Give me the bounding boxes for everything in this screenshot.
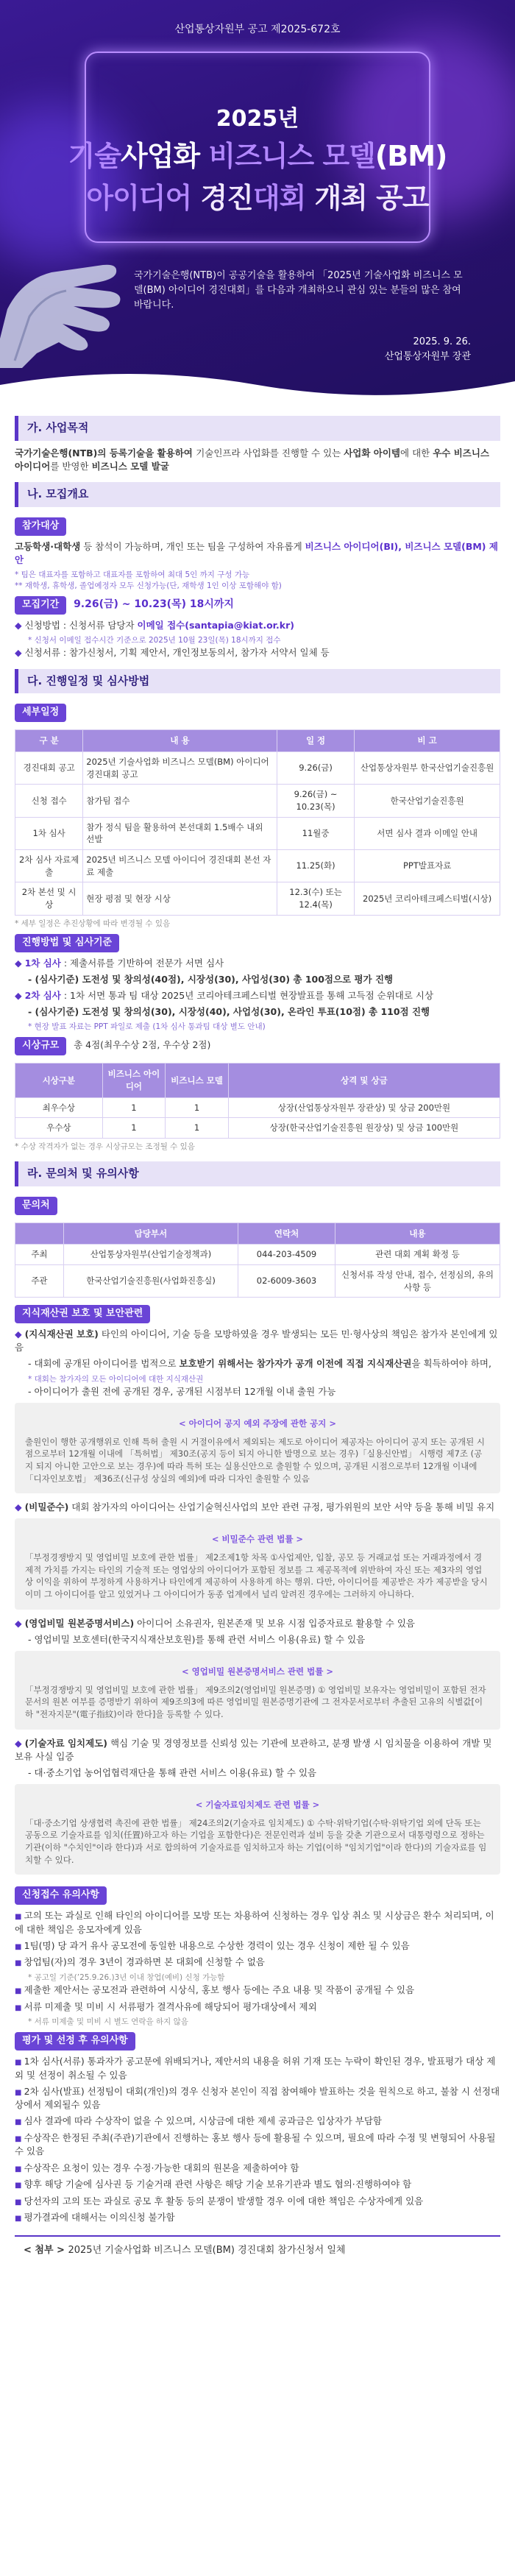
list-item: ■ 1팀(명) 당 과거 유사 공모전에 동일한 내용으로 수상한 경력이 있는 경우 신청이 제한 될 수 있음	[15, 1939, 500, 1953]
table-cell: PPT발표자료	[355, 849, 500, 882]
section-heading: 다. 진행일정 및 심사방법	[15, 669, 500, 694]
table-cell: 2025년 비즈니스 모델 아이디어 경진대회 본선 자료 제출	[83, 849, 277, 882]
section-contact	[0, 1161, 515, 2224]
law-box-text: 출원인이 행한 공개행위로 인해 특허 출원 시 거절이유에서 제외되는 제도로 아이디어 제공자는 아이디어 공지 또는 공개된 시점으로부터 12개월 이내에 「특허법」 제30조(공지 등이 되지 아니한 발명으로 보는 경우)「실용신안법」 시행령 제7조 (공지 되지 아니한 고안으로 보는 경우)에 따라 특허 또는 실용신안으로 출원할 수 있으며, 공개된 시점으로부터 12개월 이내에 「디자인보호법」 제36조(신규성 상실의 예외)에 따라 디자인 출원할 수 있음	[25, 1436, 486, 1484]
table-cell: 신청서류 작성 안내, 접수, 선정심의, 유의사항 등	[335, 1265, 500, 1298]
issue-date: 2025. 9. 26. 산업통상자원부 장관	[384, 336, 471, 362]
list-item: ■ 제출한 제안서는 공모전과 관련하여 시상식, 홍보 행사 등에는 주요 내용 및 작품이 공개될 수 있음	[15, 1984, 500, 1998]
table-row	[15, 1118, 500, 1139]
tag-label: 신청접수 유의사항	[15, 1886, 107, 1905]
list-item: ■ 수상작은 요청이 있는 경우 수정·가능한 대회의 원본을 제출하여야 함	[15, 2162, 500, 2176]
escrow-system: ◆ (기술자료 임치제도) 핵심 기술 및 경영정보를 신뢰성 있는 기관에 보관하고, 분쟁 발생 시 임치물을 이용하여 개발 및 보유 사실 입증	[15, 1737, 500, 1763]
ip-detail: - 대회에 공개된 아이디어를 법적으로 보호받기 위해서는 참가자가 공개 이전에 직접 지식재산권을 획득하여야 하며,	[28, 1358, 491, 1370]
hero-banner	[0, 0, 515, 407]
review-1: ◆ 1차 심사 : 제출서류를 기반하여 전문가 서면 심사	[15, 957, 500, 970]
section-heading: 라. 문의처 및 유의사항	[15, 1161, 500, 1186]
list-item: ■ 향후 해당 기술에 심사권 등 기술거래 관련 사항은 해당 기술 보유기관과 별도 협의·진행하여야 함	[15, 2178, 500, 2192]
law-box-text: 「대·중소기업 상생협력 촉진에 관한 법률」 제24조의2(기술자료 임치제도) ① 수탁·위탁기업(수탁·위탁기업 외에 단독 또는 공동으로 기술자료를 임치(任置)하고자 하는 기업을 포함한다)은 전문인력과 설비 등을 갖춘 기관으로서 대통령령으로 정하는 기관(이하 "수치인"이라 한다)과 서로 합의하여 기술자료를 임치하고자 하는 기업(이하 "임치기업"이라 한다)의 기술자료를 임치할 수 있다.	[25, 1817, 487, 1865]
law-box-title: < 영업비밀 원본증명서비스 관련 법률 >	[182, 1666, 333, 1677]
law-box	[15, 1651, 500, 1730]
column-header: 비 고	[355, 730, 500, 752]
table-cell: 12.3(수) 또는 12.4(목)	[277, 882, 354, 915]
list-item: ■ 1차 심사(서류) 통과자가 공고문에 위배되거나, 제안서의 내용을 허위 기재 또는 누락이 확인된 경우, 발표평가 대상 제외 및 선정이 취소될 수 있음	[15, 2055, 500, 2082]
table-cell: 9.26(금) ~ 10.23(목)	[277, 785, 354, 817]
schedule-table	[15, 729, 500, 915]
table-header-row	[15, 1064, 500, 1097]
note: * 세부 일정은 추진상황에 따라 변경될 수 있음	[15, 919, 171, 928]
section-schedule	[0, 669, 515, 1153]
note: * 팀은 대표자를 포함하고 대표자를 포함하여 최대 5인 까지 구성 가능	[15, 570, 250, 579]
table-cell: 최우수상	[15, 1097, 103, 1118]
note: * 대회는 참가자의 모든 아이디어에 대한 지식재산권	[28, 1374, 204, 1384]
column-header: 연락처	[238, 1222, 335, 1245]
law-box-title: < 비밀준수 관련 법률 >	[211, 1534, 304, 1545]
table-cell: 상장(산업통상자원부 장관상) 및 상금 200만원	[228, 1097, 500, 1118]
table-row	[15, 1097, 500, 1118]
column-header: 내용	[335, 1222, 500, 1245]
review-2: ◆ 2차 심사 : 1차 서면 통과 팀 대상 2025년 코리아테크페스티벌 현장발표를 통해 고득점 순위대로 시상	[15, 989, 500, 1002]
tag-label: 세부일정	[15, 704, 66, 722]
note: ** 재학생, 휴학생, 졸업예정자 모두 신청가능(단, 재학생 1인 이상 포함해야 함)	[15, 581, 282, 591]
list-item: ■ 2차 심사(발표) 선정팀이 대회(개인)의 경우 신청자 본인이 직접 참여해야 발표하는 것을 원칙으로 하고, 불참 시 선정대상에서 제외될수 있음	[15, 2085, 500, 2112]
table-cell: 참가팀 접수	[83, 785, 277, 817]
table-cell: 02-6009-3603	[238, 1265, 335, 1298]
table-cell: 관련 대회 계획 확정 등	[335, 1245, 500, 1265]
note: * 서류 미제출 및 미비 시 별도 연락을 하지 않음	[28, 2017, 188, 2027]
ip-detail: - 아이디어가 출원 전에 공개된 경우, 공개된 시점부터 12개월 이내 출원 가능	[28, 1385, 336, 1397]
law-box-text: 「부정경쟁방지 및 영업비밀 보호에 관한 법률」 제9조의2(영업비밀 원본증명) ① 영업비밀 보유자는 영업비밀이 포함된 전자문서의 원본 여부를 증명받기 위하여 제9조의3에 따른 영업비밀 원본증명기관에 그 전자문서로부터 추출된 고유의 식별값[이하 "전자지문"(電子指紋)이라 한다]을 등록할 수 있다.	[25, 1684, 486, 1720]
list-item: ■ 고의 또는 과실로 인해 타인의 아이디어를 모방 또는 차용하여 신청하는 경우 입상 취소 및 시상금은 환수 처리되며, 이에 대한 책임은 응모자에게 있음	[15, 1909, 500, 1936]
table-row	[15, 849, 500, 882]
table-cell: 1	[166, 1118, 229, 1139]
tag-label: 문의처	[15, 1197, 57, 1215]
table-cell: 1	[102, 1118, 166, 1139]
page-subtitle: 아이디어 경진대회 개최 공고	[86, 182, 429, 214]
robot-hand-illustration	[0, 221, 132, 368]
section-purpose	[0, 416, 515, 473]
period-value: 9.26(금) ~ 10.23(목) 18시까지	[74, 598, 234, 611]
table-cell: 산업통상자원부 한국산업기술진흥원	[355, 751, 500, 784]
table-cell: 9.26(금)	[277, 751, 354, 784]
table-row	[15, 751, 500, 784]
attachment-footer: < 첨부 > 2025년 기술사업화 비즈니스 모델(BM) 경진대회 참가신청서 일체	[15, 2235, 500, 2265]
column-header	[15, 1222, 64, 1245]
law-box-text: 「부정경쟁방지 및 영업비밀 보호에 관한 법률」 제2조제1항 차목 ①사업제안, 입찰, 공모 등 거래교섭 또는 거래과정에서 경제적 가치를 가지는 타인의 기술적 또는 영업상의 아이디어가 포함된 정보를 그 제공목적에 위반하여 자신 또는 제3자의 영업상 이익을 위하여 부정하게 사용하거나 타인에게 제공하여 사용하게 하는 행위. 다만, 아이디어를 제공받은 자가 제공받을 당시 이미 그 아이디어를 알고 있었거나 그 아이디어가 동종 업계에서 널리 알려진 경우에는 그러하지 아니하다.	[25, 1552, 488, 1600]
note: * 수상 작격자가 없는 경우 시상규모는 조정될 수 있음	[15, 1142, 195, 1151]
list-item: ■ 심사 결과에 따라 수상작이 없을 수 있으며, 시상금에 대한 제세 공과금은 입상자가 부담함	[15, 2115, 500, 2129]
purpose-text: 국가기술은행(NTB)의 등록기술을 활용하여 기술인프라 사업화를 진행할 수 있는 사업화 아이템에 대한 우수 비즈니스 아이디어를 반영한 비즈니스 모델 발굴	[15, 447, 490, 472]
table-cell: 주관	[15, 1265, 64, 1298]
table-cell: 2025년 코리아테크페스티벌(시상)	[355, 882, 500, 915]
tag-label: 시상규모	[15, 1037, 66, 1055]
table-cell: 2025년 기술사업화 비즈니스 모델(BM) 아이디어 경진대회 공고	[83, 751, 277, 784]
section-heading: 가. 사업목적	[15, 416, 500, 441]
table-cell: 1차 심사	[15, 817, 83, 849]
law-box	[15, 1403, 500, 1493]
table-cell: 서면 심사 결과 이메일 안내	[355, 817, 500, 849]
list-item: ■ 당선자의 고의 또는 과실로 공모 후 활동 등의 분쟁이 발생할 경우 이에 대한 책임은 수상자에게 있음	[15, 2195, 500, 2209]
law-box	[15, 1518, 500, 1609]
table-cell: 2차 본선 및 시상	[15, 882, 83, 915]
table-cell: 1	[166, 1097, 229, 1118]
law-box-title: < 기술자료임치제도 관련 법률 >	[195, 1800, 320, 1811]
title-year: 2025년	[216, 106, 299, 132]
ip-protection: ◆ (지식재산권 보호) 타인의 아이디어, 기술 등을 모방하였을 경우 발생되는 모든 민·형사상의 책임은 참가자 본인에게 있음	[15, 1328, 500, 1354]
table-cell: 상장(한국산업기술진흥원 원장상) 및 상금 100만원	[228, 1118, 500, 1139]
list-item: ■ 서류 미제출 및 미비 시 서류평가 결격사유에 해당되어 평가대상에서 제외	[15, 2000, 500, 2014]
table-row	[15, 817, 500, 849]
note: * 신청서 이메일 접수시간 기준으로 2025년 10월 23일(목) 18시까지 접수	[28, 636, 281, 645]
list-item: ■ 창업팀(자)의 경우 3년이 경과하면 본 대회에 신청할 수 없음	[15, 1956, 500, 1970]
confidentiality: ◆ (비밀준수) 대회 참가자의 아이디어는 산업기술혁신사업의 보안 관련 규정, 평가위원의 보안 서약 등을 통해 비밀 유지	[15, 1501, 500, 1514]
column-header: 시상구분	[15, 1064, 103, 1097]
docs-text: ◆ 신청서류 : 참가신청서, 기획 제안서, 개인정보동의서, 참가자 서약서 일체 등	[15, 646, 500, 659]
apply-method: ◆ 신청방법 : 신청서류 담당자 이메일 접수(santapia@kiat.or.kr)	[15, 619, 500, 632]
note: * 현장 발표 자료는 PPT 파일로 제출 (1차 심사 통과팀 대상 별도 안내)	[28, 1022, 266, 1032]
tag-label: 모집기간	[15, 596, 66, 615]
list-item: ■ 평가결과에 대해서는 이의신청 불가함	[15, 2211, 500, 2225]
review-1-criteria: - (심사기준) 도전성 및 창의성(40점), 시장성(30), 사업성(30) 총 100점으로 평가 진행	[28, 973, 394, 985]
table-header-row	[15, 1222, 500, 1245]
table-cell: 참가 정식 팀을 활용하여 본선대회 1.5배수 내외 선발	[83, 817, 277, 849]
column-header: 비즈니스 모델	[166, 1064, 229, 1097]
note: * 공고일 기준(’25.9.26.)3년 이내 창업(예비) 신청 가능함	[28, 1972, 225, 1982]
table-cell: 산업통상자원부(산업기술정책과)	[63, 1245, 238, 1265]
column-header: 내 용	[83, 730, 277, 752]
table-cell: 경진대회 공고	[15, 751, 83, 784]
table-row	[15, 1265, 500, 1298]
wave-decoration	[0, 363, 515, 407]
target-text: 고등학생·대학생 등 참석이 가능하며, 개인 또는 팀을 구성하여 자유롭게 비즈니스 아이디어(BI), 비즈니스 모델(BM) 제안	[15, 540, 498, 565]
table-row	[15, 882, 500, 915]
prize-table	[15, 1063, 500, 1139]
table-cell: 한국산업기술진흥원	[355, 785, 500, 817]
tag-label: 진행방법 및 심사기준	[15, 934, 119, 952]
contact-table	[15, 1222, 500, 1298]
notice-number: 산업통상자원부 공고 제2025-672호	[174, 24, 341, 35]
table-row	[15, 785, 500, 817]
section-overview	[0, 482, 515, 660]
list-item: ■ 수상작은 한정된 주최(주관)기관에서 진행하는 홍보 행사 등에 활용될 수 있으며, 필요에 따라 수정 및 변형되어 사용될 수 있음	[15, 2131, 500, 2159]
table-cell: 1	[102, 1097, 166, 1118]
table-cell: 우수상	[15, 1118, 103, 1139]
ip-detail: - 영업비밀 보호센터(한국지식재산보호원)를 통해 관련 서비스 이용(유료) 할 수 있음	[28, 1633, 366, 1645]
ip-detail: - 대·중소기업 농어업협력재단을 통해 관련 서비스 이용(유료) 할 수 있음	[28, 1766, 317, 1778]
column-header: 일 정	[277, 730, 354, 752]
review-2-criteria: - (심사기준) 도전성 및 창의성(30), 시장성(40), 사업성(30), 온라인 투표(10점) 총 110점 진행	[28, 1006, 430, 1018]
table-cell: 주최	[15, 1245, 64, 1265]
tag-label: 평가 및 선정 후 유의사항	[15, 2032, 135, 2050]
tag-label: 참가대상	[15, 517, 66, 536]
table-cell: 044-203-4509	[238, 1245, 335, 1265]
trade-secret-service: ◆ (영업비밀 원본증명서비스) 아이디어 소유권자, 원본존재 및 보유 시점 입증자료로 활용할 수 있음	[15, 1617, 500, 1630]
column-header: 담당부서	[63, 1222, 238, 1245]
column-header: 비즈니스 아이디어	[102, 1064, 166, 1097]
law-box	[15, 1784, 500, 1875]
table-header-row	[15, 730, 500, 752]
column-header: 상격 및 상금	[228, 1064, 500, 1097]
section-heading: 나. 모집개요	[15, 482, 500, 507]
table-row	[15, 1245, 500, 1265]
table-cell: 11.25(화)	[277, 849, 354, 882]
table-cell: 한국산업기술진흥원(사업화진흥실)	[63, 1265, 238, 1298]
lead-text: 국가기술은행(NTB)이 공공기술을 활용하여 「2025년 기술사업화 비즈니스 모델(BM) 아이디어 경진대회」를 다음과 개최하오니 관심 있는 분들의 많은 참여 바랍니다.	[134, 270, 463, 311]
table-cell: 2차 심사 자료제출	[15, 849, 83, 882]
page-title: 기술사업화 비즈니스 모델(BM)	[68, 140, 447, 172]
table-cell: 신청 접수	[15, 785, 83, 817]
table-cell: 11월중	[277, 817, 354, 849]
law-box-title: < 아이디어 공지 예외 주장에 관한 공지 >	[179, 1418, 336, 1429]
table-cell: 현장 평점 및 현장 시상	[83, 882, 277, 915]
column-header: 구 분	[15, 730, 83, 752]
prize-summary: 총 4점(최우수상 2점, 우수상 2점)	[74, 1039, 211, 1051]
tag-label: 지식재산권 보호 및 보안관련	[15, 1305, 150, 1323]
